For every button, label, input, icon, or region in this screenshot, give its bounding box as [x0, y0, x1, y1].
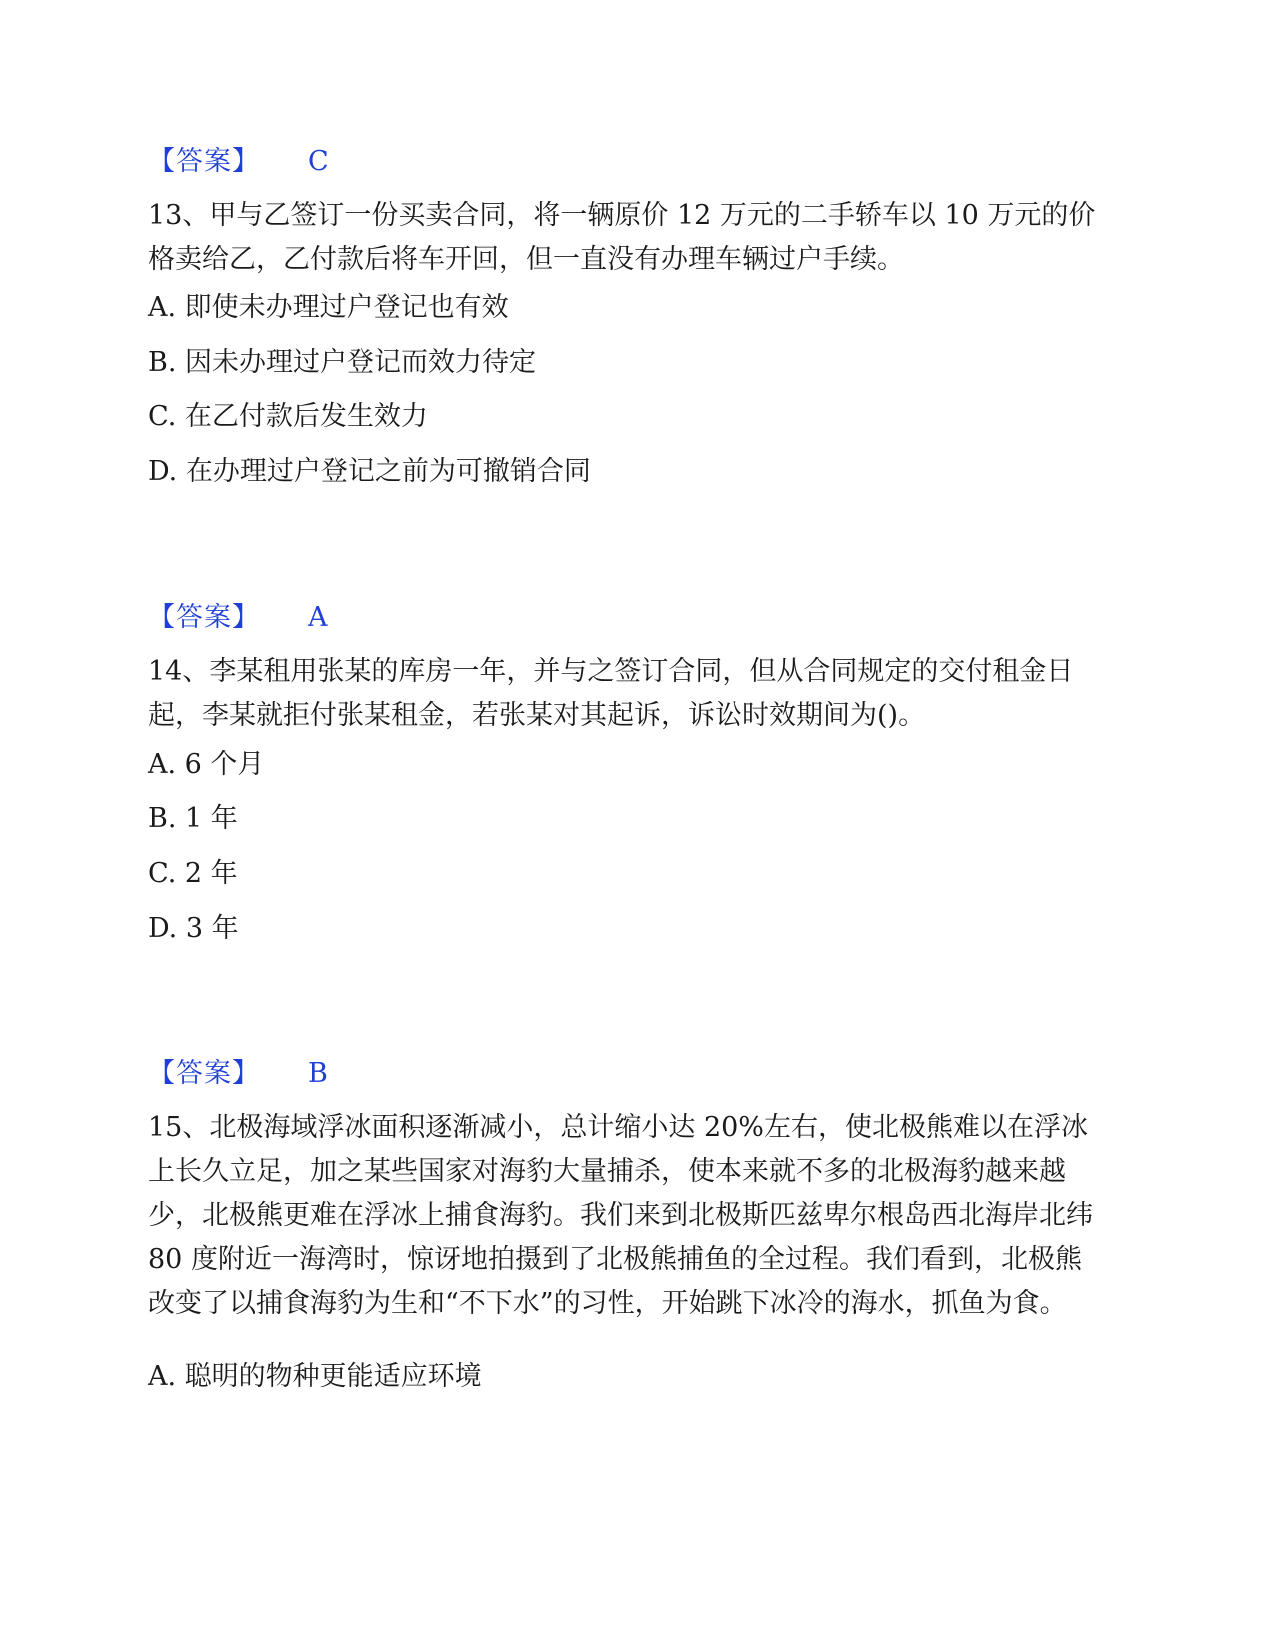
- answer-tag: 【答案】: [148, 602, 260, 633]
- answer-tag: 【答案】: [148, 1058, 260, 1089]
- question-13-stem: 13、甲与乙签订一份买卖合同，将一辆原价 12 万元的二手轿车以 10 万元的价格卖给乙，乙付款后将车开回，但一直没有办理车辆过户手续。: [148, 200, 1096, 275]
- question-14-option-d: D. 3 年: [148, 913, 239, 944]
- answer-value: B: [308, 1058, 328, 1089]
- question-14-option-a: A. 6 个月: [148, 749, 265, 780]
- question-13-option-b: B. 因未办理过户登记而效力待定: [148, 347, 537, 378]
- answer-value: C: [308, 146, 329, 177]
- answer-line-2: [148, 598, 328, 638]
- question-13-option-c: C. 在乙付款后发生效力: [148, 401, 428, 432]
- question-14-stem: 14、李某租用张某的库房一年，并与之签订合同，但从合同规定的交付租金日起，李某就拒付张某租金，若张某对其起诉，诉讼时效期间为()。: [148, 656, 1074, 731]
- question-13-option-a: A. 即使未办理过户登记也有效: [148, 292, 509, 323]
- question-15-option-a: A. 聪明的物种更能适应环境: [148, 1361, 482, 1392]
- answer-value: A: [308, 602, 328, 633]
- question-15-stem: 15、北极海域浮冰面积逐渐减小，总计缩小达 20%左右，使北极熊难以在浮冰上长久立足，加之某些国家对海豹大量捕杀，使本来就不多的北极海豹越来越少，北极熊更难在浮冰上捕食海豹。我们来到北极斯匹兹卑尔根岛西北海岸北纬 80 度附近一海湾时，惊讶地拍摄到了北极熊捕鱼的全过程。我们看到，北极熊改变了以捕食海豹为生和“不下水”的习性，开始跳下冰冷的海水，抓鱼为食。: [148, 1112, 1093, 1319]
- answer-line-3: [148, 1054, 328, 1094]
- question-14-option-b: B. 1 年: [148, 803, 238, 834]
- answer-tag: 【答案】: [148, 146, 260, 177]
- question-14-option-c: C. 2 年: [148, 858, 238, 889]
- answer-line-1: [148, 142, 329, 182]
- question-13-option-d: D. 在办理过户登记之前为可撤销合同: [148, 456, 591, 487]
